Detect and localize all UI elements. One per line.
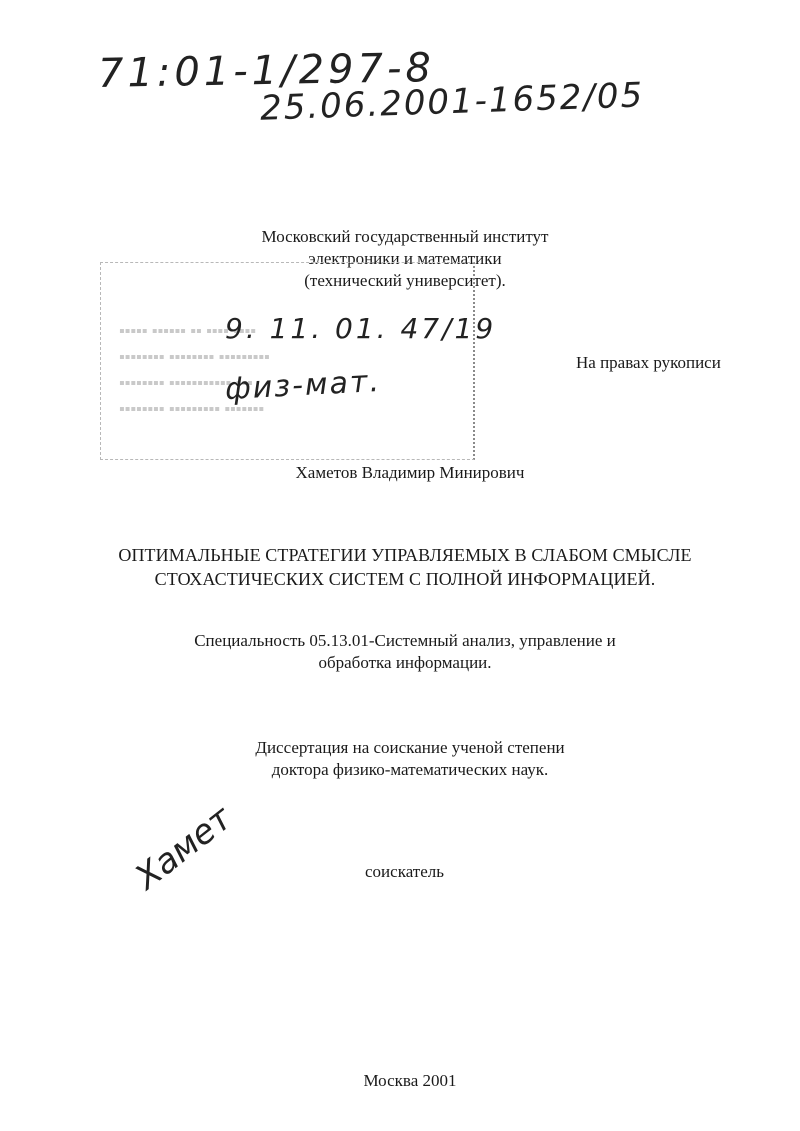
institute-line-1: Московский государственный институт xyxy=(261,227,549,246)
author-name: Хаметов Владимир Минирович xyxy=(295,463,525,482)
handwritten-registry-number: 71:01-1/297-8 xyxy=(97,45,436,97)
stamp-faded-row-1: ▪▪▪▪▪ ▪▪▪▪▪▪ ▪▪ ▪▪▪▪ ▪▪▪▪ xyxy=(119,323,256,340)
applicant-label: соискатель xyxy=(365,862,445,881)
specialty xyxy=(140,630,670,674)
dissertation-line-2: доктора физико-математических наук. xyxy=(271,760,549,779)
specialty-line-2: обработка информации. xyxy=(318,653,492,672)
stamp-handwritten-department: физ-мат. xyxy=(224,363,382,408)
stamp-handwritten-date: 9. 11. 01. 47/19 xyxy=(225,312,497,345)
stamp-faded-row-3: ▪▪▪▪▪▪▪▪ ▪▪▪▪▪▪▪▪▪▪▪ ▪▪▪ xyxy=(119,375,253,392)
institute-line-3: (технический университет). xyxy=(304,271,506,290)
title-line-2: СТОХАСТИЧЕСКИХ СИСТЕМ С ПОЛНОЙ ИНФОРМАЦИЕЙ. xyxy=(154,569,656,589)
handwritten-registry-date: 25.06.2001-1652/05 xyxy=(259,75,645,129)
library-stamp xyxy=(100,262,475,460)
dissertation-title xyxy=(60,543,750,591)
institute-line-2: электроники и математики xyxy=(308,249,502,268)
specialty-line-1: Специальность 05.13.01-Системный анализ, управление и xyxy=(194,631,616,650)
rights-note: На правах рукописи xyxy=(576,353,721,372)
stamp-faded-row-2: ▪▪▪▪▪▪▪▪ ▪▪▪▪▪▪▪▪ ▪▪▪▪▪▪▪▪▪ xyxy=(119,349,270,366)
dissertation-note xyxy=(200,737,620,781)
footer-city-year: Москва 2001 xyxy=(363,1071,457,1090)
stamp-faded-row-4: ▪▪▪▪▪▪▪▪ ▪▪▪▪▪▪▪▪▪ ▪▪▪▪▪▪▪ xyxy=(119,401,265,418)
signature: Хамет xyxy=(127,798,240,898)
title-line-1: ОПТИМАЛЬНЫЕ СТРАТЕГИИ УПРАВЛЯЕМЫХ В СЛАБОМ СМЫСЛЕ xyxy=(118,545,692,565)
dissertation-line-1: Диссертация на соискание ученой степени xyxy=(255,738,565,757)
